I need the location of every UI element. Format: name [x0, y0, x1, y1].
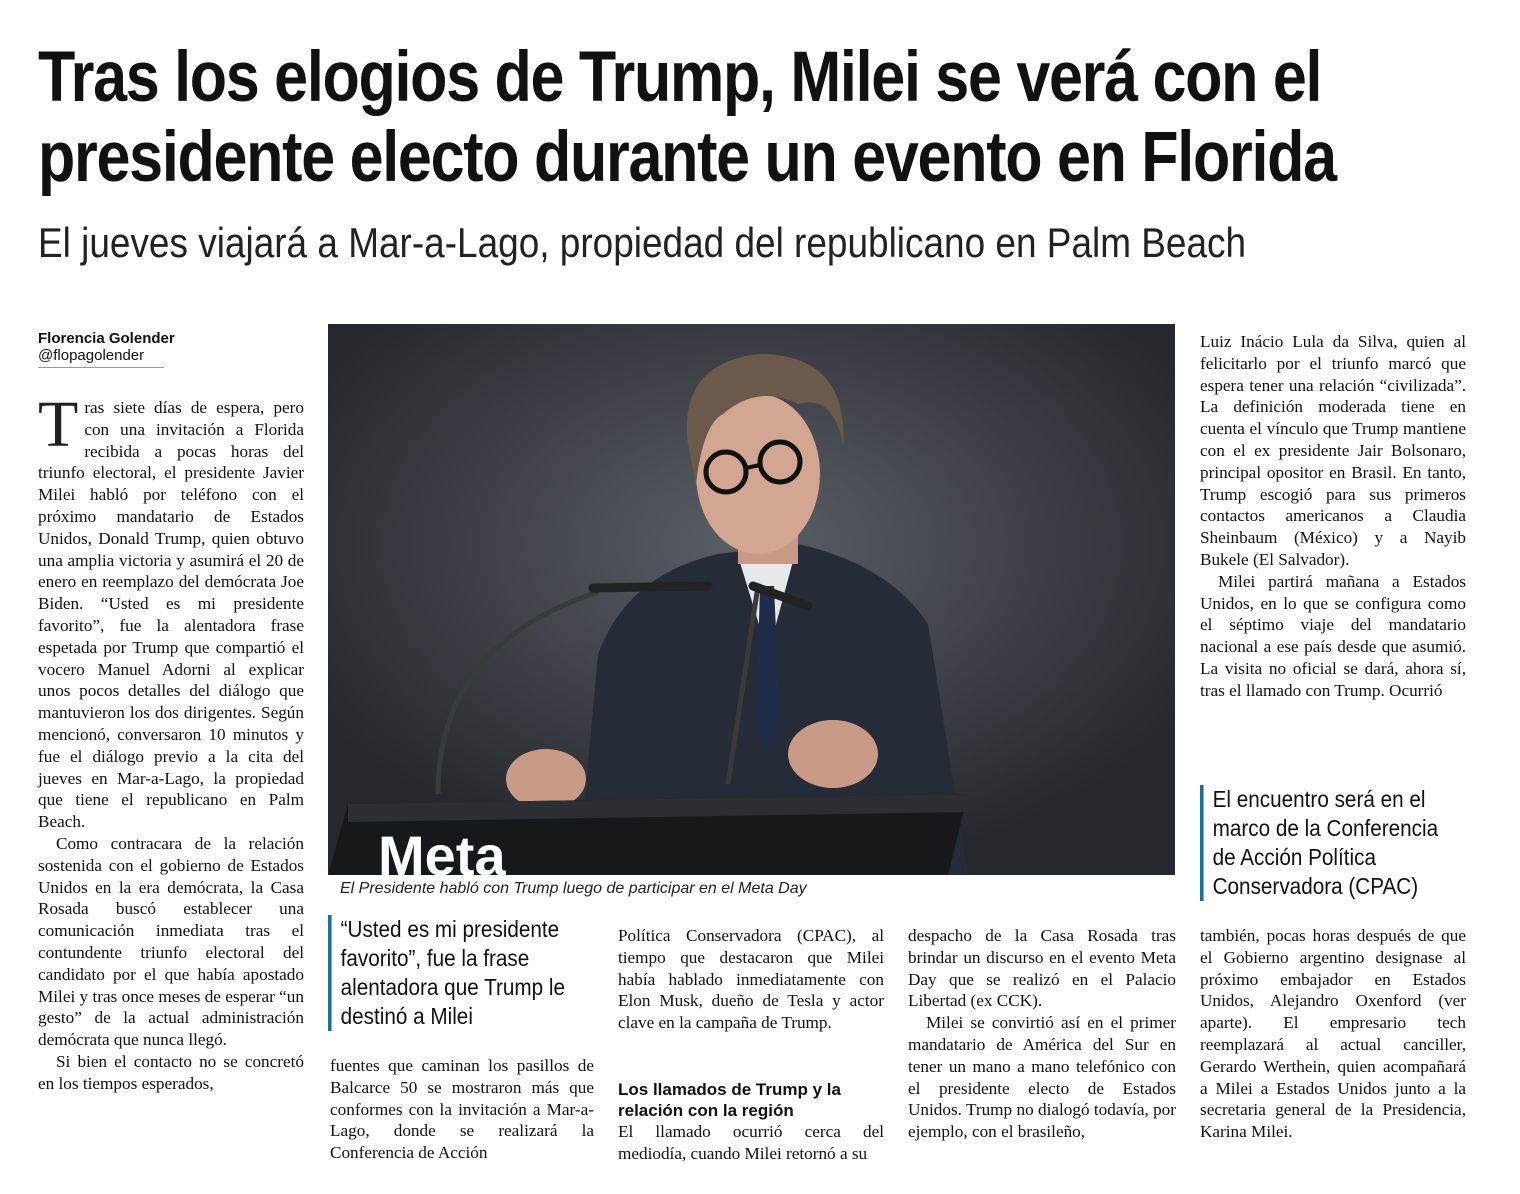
paragraph: [38, 388, 304, 833]
paragraph: también, pocas horas después de que el Gobierno argentino designase al próximo embajador en Estados Unidos, Alejandro Oxenford (ver aparte). El empresario tech reemplazará al actual canciller, Gerardo Werthein, quien acompañará a Milei a Estados Unidos junto a la secretaria general de la Presidencia, Karina Milei.: [1200, 926, 1466, 1142]
paragraph: Milei partirá mañana a Estados Unidos, en lo que se configura como el séptimo viaje del mandatario nacional a ese país desde que asumió. La visita no oficial se dará, ahora sí, tras el llamado con Trump. Ocurrió: [1200, 571, 1466, 700]
column-4: [908, 925, 1176, 1143]
paragraph: Si bien el contacto no se concretó en los tiempos esperados,: [38, 1051, 304, 1093]
author-name: Florencia Golender: [38, 330, 175, 347]
column-3: [618, 925, 884, 1034]
column-3-cont: [618, 1121, 884, 1165]
pull-quote-2: El encuentro será en el marco de la Conferencia de Acción Política Conservadora (CPAC): [1200, 785, 1456, 901]
author-handle: @flopagolender: [38, 347, 164, 368]
headline-line-1: Tras los elogios de Trump, Milei se verá con el: [38, 38, 1322, 117]
paragraph-text: ras siete días de espera, pero con una invitación a Florida recibida a pocas horas del triunfo electoral, el presidente Javier Milei habló por teléfono con el próximo mandatario de Estados Unidos, Donald Trump, quien obtuvo una amplia victoria y asumirá el 20 de enero en reemplazo del demócrata Joe Biden. “Usted es mi presidente favorito”, fue la alentadora frase espetada por Trump que compartió el vocero Manuel Adorni al explicar unos pocos detalles del diálogo que mantuvieron los dos dirigentes. Según mencionó, conversaron 10 minutos y fue el diálogo previo a la cita del jueves en Mar-a-Lago, la propiedad que tiene el republicano en Palm Beach.: [38, 398, 304, 832]
paragraph: Luiz Inácio Lula da Silva, quien al felicitarlo por el triunfo marcó que espera tener una relación “civilizada”. La definición moderada tiene en cuenta el vínculo que Trump mantiene con el ex presidente Jair Bolsonaro, principal opositor en Brasil. En tanto, Trump escogió para sus primeros contactos americanos a Claudia Sheinbaum (México) y a Nayib Bukele (El Salvador).: [1200, 332, 1466, 569]
headline: [38, 38, 1336, 198]
paragraph: El llamado ocurrió cerca del mediodía, cuando Milei retornó a su: [618, 1122, 884, 1163]
pull-quote: “Usted es mi presidente favorito”, fue la frase alentadora que Trump le destinó a Milei: [328, 915, 575, 1031]
column-2: [330, 1055, 594, 1164]
paragraph: Política Conservadora (CPAC), al tiempo que destacaron que Milei había hablado inmediatamente con Elon Musk, dueño de Tesla y actor clave en la campaña de Trump.: [618, 926, 884, 1033]
column-1: [38, 388, 304, 1095]
byline: [38, 330, 175, 368]
headline-line-2: presidente electo durante un evento en Florida: [38, 118, 1336, 197]
photo-caption: El Presidente habló con Trump luego de participar en el Meta Day: [340, 880, 807, 897]
article-photo: [328, 324, 1175, 875]
section-subheading: Los llamados de Trump y la relación con la región: [618, 1080, 841, 1120]
column-5-bottom: [1200, 925, 1466, 1143]
paragraph: fuentes que caminan los pasillos de Balcarce 50 se mostraron más que conformes con la invitación a Mar-a-Lago, donde se realizará la Conferencia de Acción: [330, 1056, 594, 1163]
paragraph: Como contracara de la relación sostenida con el gobierno de Estados Unidos en la era demócrata, la Casa Rosada buscó establecer una comunicación inmediata tras el contundente triunfo electoral del candidato por el que había apostado Milei y tras once meses de esperar “un gesto” de la actual administración demócrata que nunca llegó.: [38, 833, 304, 1050]
podium-logo: Meta: [378, 824, 506, 875]
photo-illustration: [328, 324, 1175, 875]
drop-cap: T: [38, 388, 79, 461]
paragraph: Milei se convirtió así en el primer mandatario de América del Sur en tener un mano a mano telefónico con el presidente electo de Estados Unidos. Trump no dialogó todavía, por ejemplo, con el brasileño,: [908, 1013, 1176, 1142]
paragraph: despacho de la Casa Rosada tras brindar un discurso en el evento Meta Day que se realizó en el Palacio Libertad (ex CCK).: [908, 926, 1176, 1011]
subheadline: El jueves viajará a Mar-a-Lago, propiedad del republicano en Palm Beach: [38, 219, 1247, 266]
column-5-top: [1200, 331, 1466, 702]
